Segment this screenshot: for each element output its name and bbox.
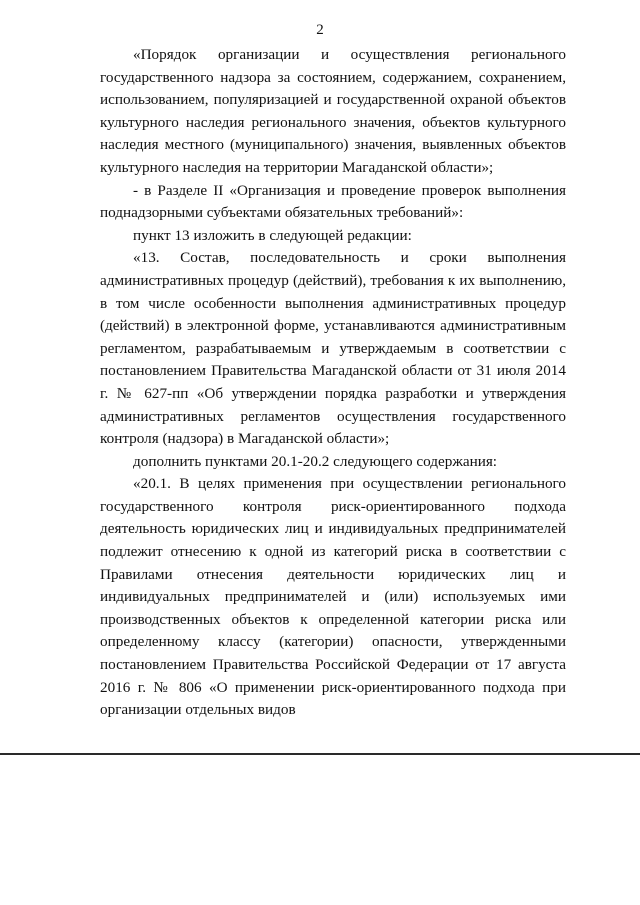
paragraph-section-two: - в Разделе II «Организация и проведение проверок выполнения поднадзорными субъектами обязательных требований»: (100, 181, 566, 222)
paragraph-item-13-intro: пункт 13 изложить в следующей редакции: (133, 226, 412, 244)
document-body (100, 44, 566, 722)
paragraph-item-20-1: «20.1. В целях применения при осуществлении регионального государственного контроля риск-ориентированного подхода деятельность юридических лиц и индивидуальных предпринимателей подлежит отнесению к одной из категорий риска в соответствии с Правилами отнесения деятельности юридических лиц и индивидуальных предпринимателей и (или) используемых ими производственных объектов к определенной категории риска или определенному классу (категории) опасности, утвержденными постановлением Правительства Российской Федерации от 17 августа 2016 г. № 806 «О применении риск-ориентированного подхода при организации отдельных видов (100, 475, 566, 719)
paragraph-item-13-text: «13. Состав, последовательность и сроки выполнения административных процедур (действий), требования к их выполнению, в том числе особенности выполнения административных процедур (действий) в электронной форме, устанавливаются административным регламентом, разрабатываемым и утверждаемым в соответствии с постановлением Правительства Магаданской области от 31 июля 2014 г. № 627-пп «Об утверждении порядка разработки и утверждения административных регламентов осуществления государственного контроля (надзора) в Магаданской области»; (100, 249, 566, 448)
page-bottom-divider (0, 753, 640, 755)
page-number: 2 (316, 22, 324, 38)
paragraph-procedure-title: «Порядок организации и осуществления регионального государственного надзора за состоянием, содержанием, сохранением, использованием, популяризацией и государственной охраной объектов культурного наследия регионального значения, объектов культурного наследия местного (муниципального) значения, выявленных объектов культурного наследия на территории Магаданской области»; (100, 46, 566, 176)
paragraph-add-items-intro: дополнить пунктами 20.1-20.2 следующего содержания: (133, 452, 498, 470)
